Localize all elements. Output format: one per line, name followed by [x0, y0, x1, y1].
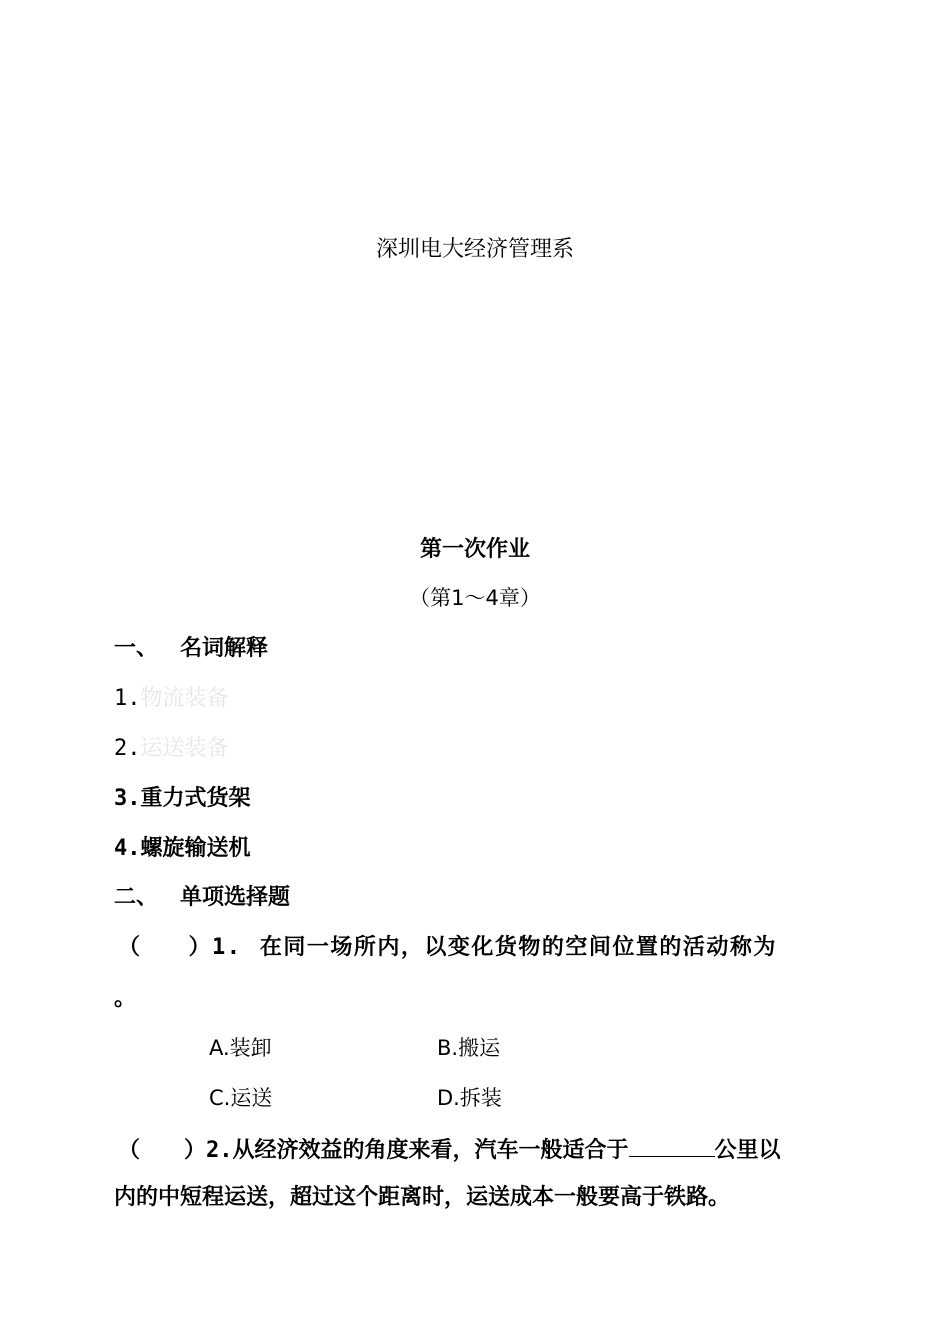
term-number: 1.: [114, 686, 141, 711]
fill-in-blank: [629, 1138, 715, 1157]
option-b: B.搬运: [437, 1036, 501, 1060]
term-text: 物流装备: [140, 686, 229, 711]
term-number: 3.: [114, 786, 141, 811]
question-text-after: 公里以: [714, 1138, 781, 1163]
section-heading-choice: [114, 887, 290, 909]
question-1-tail: 。: [114, 986, 137, 1011]
answer-paren: （ ）: [118, 1138, 207, 1163]
question-2: [118, 1138, 781, 1162]
section-number: 一、: [114, 636, 159, 661]
department-name: 深圳电大经济管理系: [375, 237, 574, 262]
term-text: 运送装备: [140, 736, 229, 761]
question-2-line2: 内的中短程运送，超过这个距离时，运送成本一般要高于铁路。: [114, 1185, 731, 1210]
section-title: 单项选择题: [180, 885, 291, 910]
question-number: 2.: [206, 1138, 233, 1163]
term-text: 重力式货架: [140, 786, 251, 811]
term-item: [114, 788, 251, 810]
term-number: 2.: [114, 736, 141, 761]
answer-paren: （ ）: [118, 935, 213, 960]
section-number: 二、: [114, 885, 159, 910]
section-title: 名词解释: [180, 636, 269, 661]
option-d: D.拆装: [437, 1086, 502, 1110]
term-item: [114, 838, 251, 860]
option-c: C.运送: [209, 1086, 273, 1110]
section-heading-terms: [114, 638, 268, 660]
homework-title: 第一次作业: [419, 537, 530, 562]
term-text: 螺旋输送机: [140, 836, 251, 861]
question-number: 1.: [212, 935, 242, 960]
homework-subtitle: （第1～4章）: [409, 586, 541, 610]
term-item: [114, 688, 229, 710]
option-a: A.装卸: [209, 1036, 272, 1060]
question-text: 从经济效益的角度来看，汽车一般适合于: [232, 1138, 629, 1163]
term-item: [114, 738, 229, 760]
question-text: 在同一场所内，以变化货物的空间位置的活动称为: [259, 935, 777, 960]
term-number: 4.: [114, 836, 141, 861]
question-1: [118, 937, 777, 959]
